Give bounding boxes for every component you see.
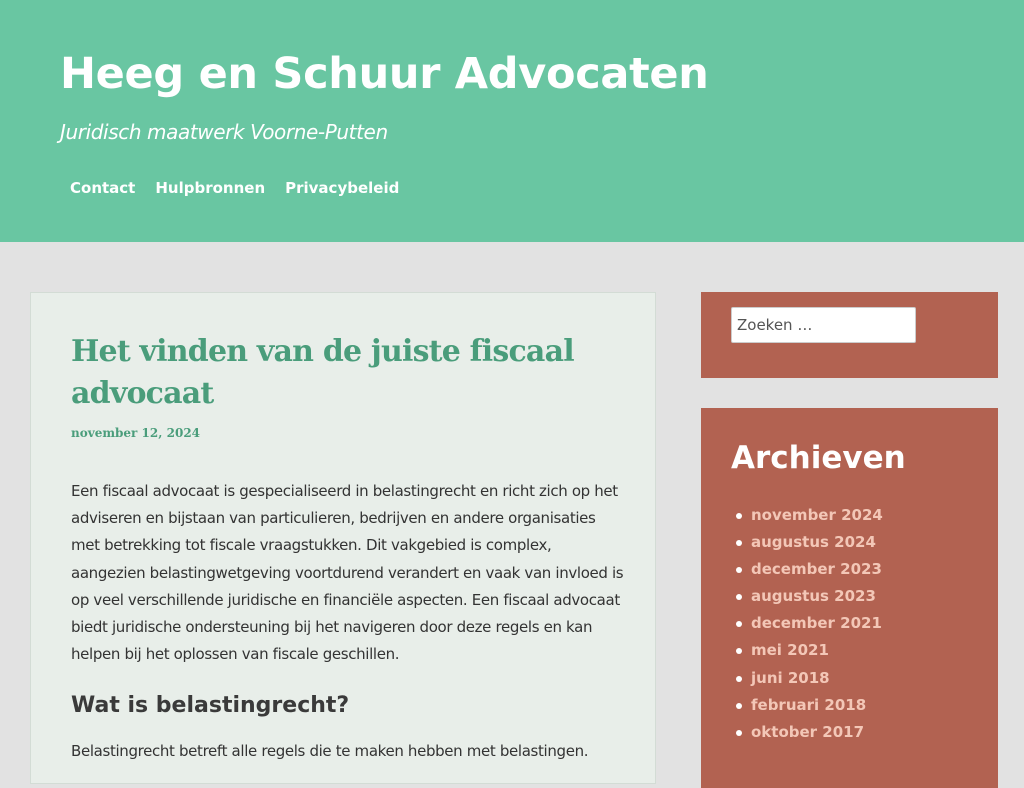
archive-link-december-2023[interactable]: december 2023 [751, 560, 882, 579]
article-card [30, 292, 656, 784]
archive-widget-title: Archieven [731, 440, 906, 476]
article-subheading: Wat is belastingrecht? [71, 693, 350, 718]
article-paragraph-intro: Een fiscaal advocaat is gespecialiseerd in belastingrecht en richt zich op het adviseren en bijstaan van particulieren, bedrijven en andere organisaties met betrekking tot fiscale vraagstukken. Dit vakgebied is complex, aangezien belastingwetgeving voortdurend verandert en vaak van invloed is op veel verschillende juridische en financiële aspecten. Een fiscaal advocaat biedt juridische ondersteuning bij het navigeren door deze regels en kan helpen bij het oplossen van fiscale geschillen. [71, 482, 624, 664]
nav-link-contact[interactable]: Contact [70, 179, 136, 197]
site-header [0, 0, 1024, 242]
archive-link-november-2024[interactable]: november 2024 [751, 506, 883, 524]
archive-list-item [751, 556, 883, 583]
article-date[interactable]: november 12, 2024 [71, 426, 201, 440]
archive-list-item [751, 529, 883, 556]
archive-list-item [751, 502, 883, 529]
archive-list-item [751, 692, 883, 719]
archive-list [731, 502, 883, 746]
archive-widget [701, 408, 998, 788]
archive-link-mei-2021[interactable]: mei 2021 [751, 641, 829, 660]
archive-link-februari-2018[interactable]: februari 2018 [751, 695, 867, 714]
archive-list-item [751, 665, 883, 692]
archive-link-augustus-2023[interactable]: augustus 2023 [751, 587, 876, 606]
archive-list-item [751, 583, 883, 610]
search-widget [701, 292, 998, 378]
article-title[interactable]: Het vinden van de juiste fiscaal advocaat [71, 334, 574, 411]
nav-link-privacybeleid[interactable]: Privacybeleid [285, 179, 400, 197]
archive-list-item [751, 719, 883, 746]
archive-list-item [751, 637, 883, 664]
site-tagline: Juridisch maatwerk Voorne-Putten [60, 120, 388, 144]
main-navigation [60, 172, 409, 204]
archive-list-item [751, 610, 883, 637]
nav-link-hulpbronnen[interactable]: Hulpbronnen [155, 179, 266, 197]
archive-link-juni-2018[interactable]: juni 2018 [751, 668, 830, 687]
search-input[interactable] [731, 307, 916, 343]
archive-link-oktober-2017[interactable]: oktober 2017 [751, 722, 865, 741]
archive-link-augustus-2024[interactable]: augustus 2024 [751, 533, 876, 552]
site-title[interactable]: Heeg en Schuur Advocaten [60, 49, 709, 99]
archive-link-december-2021[interactable]: december 2021 [751, 614, 882, 633]
article-paragraph-belastingrecht: Belastingrecht betreft alle regels die te maken hebben met belastingen. [71, 742, 589, 760]
